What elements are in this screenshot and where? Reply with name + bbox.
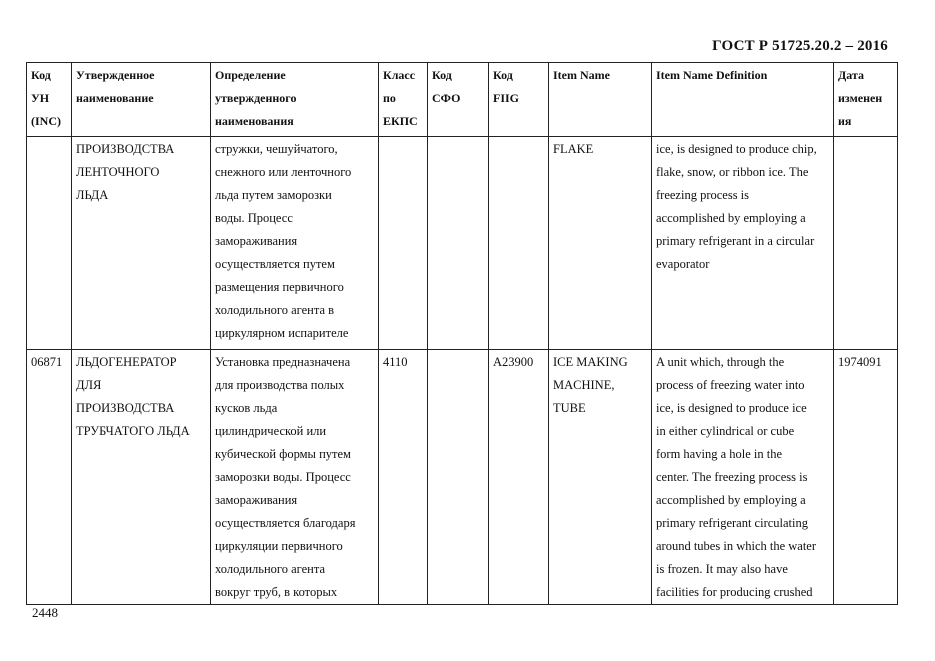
- document-id: ГОСТ Р 51725.20.2 – 2016: [712, 38, 888, 54]
- cell-ekps: 4110: [379, 350, 428, 605]
- col-header-item-definition: Item Name Definition: [652, 63, 834, 137]
- col-header-item-name: Item Name: [549, 63, 652, 137]
- nomenclature-table: [26, 62, 898, 605]
- cell-fiig: [489, 137, 549, 350]
- col-header-ekps: Класс по ЕКПС: [379, 63, 428, 137]
- cell-ekps: [379, 137, 428, 350]
- cell-item-name: FLAKE: [549, 137, 652, 350]
- col-header-fiig: Код FIIG: [489, 63, 549, 137]
- col-header-inc: Код УН (INC): [27, 63, 72, 137]
- cell-item-definition: ice, is designed to produce chip, flake, snow, or ribbon ice. The freezing process is accomplished by employing a primary refrigerant in a circular evaporator: [652, 137, 834, 350]
- col-header-date: Дата изменен ия: [834, 63, 898, 137]
- table-row: [27, 137, 898, 350]
- cell-sfo: [428, 350, 489, 605]
- cell-fiig: A23900: [489, 350, 549, 605]
- cell-inc: [27, 137, 72, 350]
- cell-date: 1974091: [834, 350, 898, 605]
- page-number: 2448: [32, 605, 58, 620]
- col-header-definition-ru: Определение утвержденного наименования: [211, 63, 379, 137]
- cell-definition-ru: стружки, чешуйчатого, снежного или ленточного льда путем заморозки воды. Процесс замораживания осуществляется путем размещения первичного холодильного агента в циркулярном испарителе: [211, 137, 379, 350]
- cell-date: [834, 137, 898, 350]
- table-header-row: [27, 63, 898, 137]
- cell-name-ru: ПРОИЗВОДСТВА ЛЕНТОЧНОГО ЛЬДА: [72, 137, 211, 350]
- cell-item-name: ICE MAKING MACHINE, TUBE: [549, 350, 652, 605]
- col-header-sfo: Код СФО: [428, 63, 489, 137]
- cell-item-definition: A unit which, through the process of freezing water into ice, is designed to produce ice in either cylindrical or cube form having a hole in the center. The freezing process is accomplished by employing a primary refrigerant circulating around tubes in which the water is frozen. It may also have facilities for producing crushed: [652, 350, 834, 605]
- cell-definition-ru: Установка предназначена для производства полых кусков льда цилиндрической или кубической формы путем заморозки воды. Процесс замораживания осуществляется благодаря циркуляции первичного холодильного агента вокруг труб, в которых: [211, 350, 379, 605]
- cell-name-ru: ЛЬДОГЕНЕРАТОР ДЛЯ ПРОИЗВОДСТВА ТРУБЧАТОГО ЛЬДА: [72, 350, 211, 605]
- col-header-name-ru: Утвержденное наименование: [72, 63, 211, 137]
- table-row: [27, 350, 898, 605]
- cell-sfo: [428, 137, 489, 350]
- cell-inc: 06871: [27, 350, 72, 605]
